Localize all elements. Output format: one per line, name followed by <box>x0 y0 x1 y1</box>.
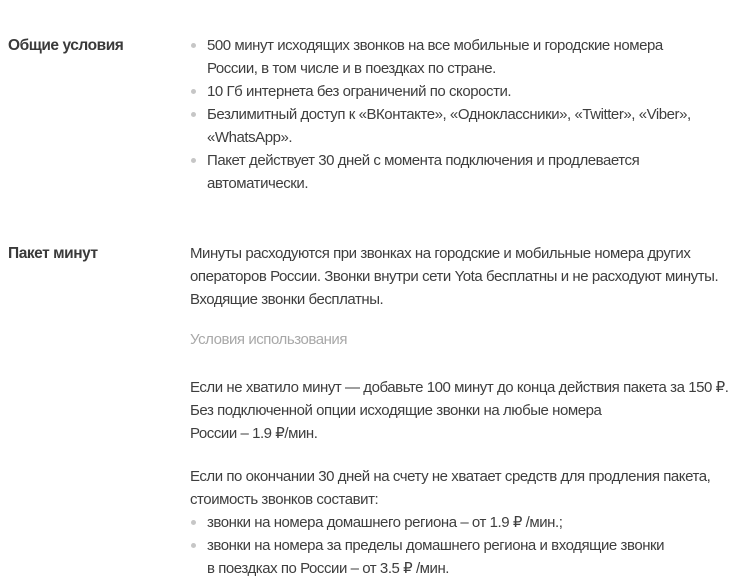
bullet-icon <box>191 520 196 525</box>
list-item <box>190 149 743 195</box>
section-minutes-package <box>8 242 743 580</box>
general-conditions-content <box>190 34 743 195</box>
topup-paragraph: Если не хватило минут — добавьте 100 минут до конца действия пакета за 150 ₽. Без подключенной опции исходящие звонки на любые номера России – 1.9 ₽/мин. <box>190 379 729 442</box>
renewal-paragraph: Если по окончании 30 дней на счету не хватает средств для продления пакета, стоимость звонков составит: <box>190 468 711 508</box>
section-general-conditions <box>8 34 743 195</box>
bullet-icon <box>191 89 196 94</box>
list-item-text: звонки на номера домашнего региона – от 1.9 ₽ /мин.; <box>207 514 563 531</box>
list-item <box>190 34 743 80</box>
minutes-package-content <box>190 242 743 580</box>
list-item-text: Безлимитный доступ к «ВКонтакте», «Одноклассники», «Twitter», «Viber», «WhatsApp». <box>207 106 691 146</box>
list-item-text: Пакет действует 30 дней с момента подключения и продлевается автоматически. <box>207 152 640 192</box>
bullet-icon <box>191 112 196 117</box>
usage-conditions-subheading: Условия использования <box>190 331 348 348</box>
list-item-text: 500 минут исходящих звонков на все мобильные и городские номера России, в том числе и в поездках по стране. <box>207 37 663 77</box>
list-item <box>190 534 743 580</box>
call-rates-list <box>190 511 743 580</box>
minutes-intro-paragraph: Минуты расходуются при звонках на городские и мобильные номера других операторов России. Звонки внутри сети Yota бесплатны и не расходуют минуты. Входящие звонки бесплатны. <box>190 245 719 308</box>
bullet-icon <box>191 43 196 48</box>
bullet-icon <box>191 543 196 548</box>
list-item-text: звонки на номера за пределы домашнего региона и входящие звонки в поездках по России – от 3.5 ₽ /мин. <box>207 537 665 577</box>
list-item <box>190 80 743 103</box>
list-item-text: 10 Гб интернета без ограничений по скорости. <box>207 83 512 100</box>
list-item <box>190 511 743 534</box>
section-title-minutes: Пакет минут <box>8 245 98 262</box>
bullet-icon <box>191 158 196 163</box>
general-conditions-list <box>190 34 743 195</box>
section-title-general: Общие условия <box>8 37 124 54</box>
list-item <box>190 103 743 149</box>
